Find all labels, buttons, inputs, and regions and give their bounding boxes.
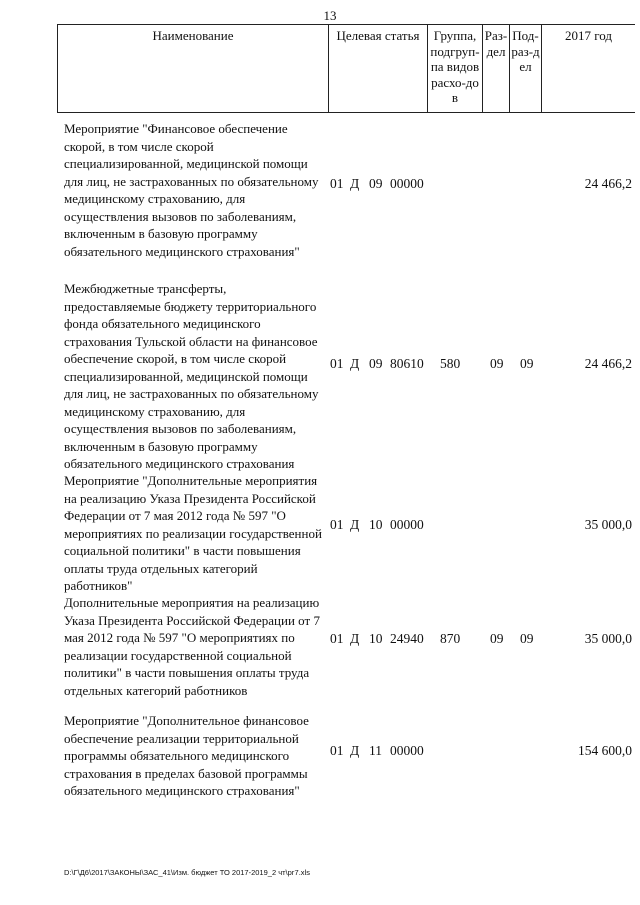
row-3-cs2: Д [350, 517, 360, 532]
row-1-value: 24 466,2 [584, 176, 632, 191]
row-2-cs2: Д [350, 356, 360, 371]
row-name-4: Дополнительные мероприятия на реализацию Указа Президента Российской Федерации от 7 мая 2012 года № 597 "О мероприятиях по реализации государственной социальной политики" в части повышения оплаты труда отдельных категорий работников [64, 595, 320, 698]
row-2-razdel: 09 [490, 356, 504, 371]
row-5-cs3: 11 [369, 743, 382, 758]
row-3-cs3: 10 [369, 517, 383, 532]
row-2-podrazdel: 09 [520, 356, 534, 371]
row-4-cs1: 01 [330, 631, 344, 646]
row-4-group: 870 [440, 631, 461, 646]
row-4-podrazdel: 09 [520, 631, 534, 646]
row-1-cs3: 09 [369, 176, 383, 191]
row-2-cs4: 80610 [390, 356, 424, 371]
row-4-value: 35 000,0 [584, 631, 632, 646]
row-name-1: Мероприятие "Финансовое обеспечение скорой, в том числе скорой специализированной, медицинской помощи для лиц, не застрахованных по обязательному медицинскому страхованию, для осуществления вызовов по заболеваниям, включенным в базовую программу обязательного медицинского страхования" [64, 121, 319, 259]
header-bottom-border [57, 112, 635, 113]
row-name-2: Межбюджетные трансферты, предоставляемые бюджету территориального фонда обязательного медицинского страхования Тульской области на финансовое обеспечение скорой, в том числе скорой специализированной, медицинской помощи для лиц, не застрахованных по обязательному медицинскому страхованию, для осуществления вызовов по заболеваниям, включенным в базовую программу обязательного медицинского страхования [64, 281, 319, 471]
header-group: Группа, подгруп-па видов расхо-дов [430, 28, 480, 105]
row-5-cs1: 01 [330, 743, 344, 758]
row-5-cs2: Д [350, 743, 360, 758]
page-number: 13 [323, 8, 337, 23]
row-3-cs1: 01 [330, 517, 344, 532]
row-2-value: 24 466,2 [584, 356, 632, 371]
row-2-cs3: 09 [369, 356, 383, 371]
row-2-cs1: 01 [330, 356, 344, 371]
row-3-value: 35 000,0 [584, 517, 632, 532]
row-name-3: Мероприятие "Дополнительные мероприятия на реализацию Указа Президента Российской Федерации от 7 мая 2012 года № 597 "О мероприятиях по реализации государственной социальной политики" в части повышения оплаты труда отдельных категорий работников" [64, 473, 322, 593]
row-4-razdel: 09 [490, 631, 504, 646]
row-1-cs1: 01 [330, 176, 344, 191]
row-4-cs3: 10 [369, 631, 383, 646]
row-2-group: 580 [440, 356, 461, 371]
row-5-value: 154 600,0 [578, 743, 632, 758]
row-1-cs2: Д [350, 176, 360, 191]
header-top-border [57, 24, 635, 25]
header-razdel: Раз-дел [484, 28, 508, 59]
row-5-cs4: 00000 [390, 743, 424, 758]
header-name: Наименование [152, 28, 234, 43]
row-3-cs4: 00000 [390, 517, 424, 532]
header-target-article: Целевая статья [336, 28, 420, 43]
file-path-footer: D:\Г\Д6\2017\ЗАКОНЫ\ЗАС_41\Изм. бюджет ТО 2017-2019_2 чт\рг7.xls [64, 868, 310, 877]
header-divider-2 [427, 24, 428, 112]
row-1-cs4: 00000 [390, 176, 424, 191]
row-4-cs2: Д [350, 631, 360, 646]
header-year: 2017 год [565, 28, 612, 43]
row-4-cs4: 24940 [390, 631, 424, 646]
header-podrazdel: Под-раз-дел [511, 28, 540, 74]
row-name-5: Мероприятие "Дополнительное финансовое обеспечение реализации территориальной программы обязательного медицинского страхования в пределах базовой программы обязательного медицинского страхования" [64, 713, 309, 798]
